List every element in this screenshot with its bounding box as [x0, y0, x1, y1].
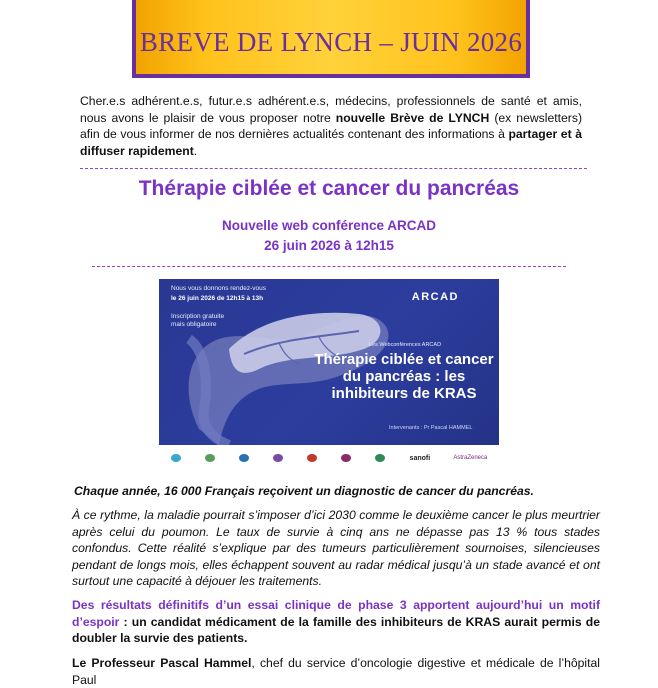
- statistic-sentence: Chaque année, 16 000 Français reçoivent un diagnostic de cancer du pancréas.: [74, 484, 534, 498]
- article-title: Thérapie ciblée et cancer du pancréas: [138, 177, 520, 200]
- banner-title: BREVE DE LYNCH – JUIN 2026: [139, 26, 523, 57]
- intro-bold-2: partager et à diffuser rapidement: [80, 127, 582, 158]
- intro-text-2: (ex newsletters) afin de vous informer de nos dernières actualités contenant des informations à: [80, 110, 583, 141]
- partner-logo-4: [273, 454, 284, 462]
- astrazeneca-logo: AstraZeneca: [453, 455, 488, 461]
- professor-paragraph: [72, 655, 600, 688]
- poster-registration-line: Inscription gratuite: [171, 313, 225, 320]
- poster-date-line: le 26 juin 2026 de 12h15 à 13h: [171, 295, 264, 302]
- context-paragraph: À ce rythme, la maladie pourrait s’imposer d’ici 2030 comme le deuxième cancer le plus meurtrier après celui du poumon. Le taux de survie à cinq ans ne dépasse pas 13 % tous stades confondus. Cette réalité s’explique par des tumeurs particulièrement sournoises, silencieuses pendant de longs mois, elles échappent souvent au radar médical jusqu’à un stade avancé et ont surtout une capacité à déjouer les traitements.: [72, 508, 600, 588]
- article-subtitle: Nouvelle web conférence ARCAD: [221, 218, 437, 233]
- poster-speaker: Intervenants : Pr Pascal HAMMEL: [389, 425, 473, 431]
- partner-logo-1: [171, 454, 182, 462]
- dotted-divider-bottom: [92, 266, 566, 267]
- partner-logo-5: [307, 454, 318, 462]
- poster-title: Thérapie ciblée et cancer du pancréas : les inhibiteurs de KRAS: [314, 351, 494, 402]
- results-detail: : un candidat médicament de la famille des inhibiteurs de KRAS aurait permis de doubler la survie des patients.: [72, 614, 600, 645]
- arcad-logo: ARCAD: [411, 291, 459, 303]
- poster-invite-line: Nous vous donnons rendez-vous: [171, 285, 267, 292]
- intro-text-1: Cher.e.s adhérent.e.s, futur.e.s adhérent.e.s, médecins, professionnels de santé et amis, nous avons le plaisir de vous proposer notre: [80, 94, 582, 125]
- webconference-poster: [159, 279, 499, 445]
- partner-logo-6: [341, 454, 352, 462]
- newsletter-banner: [132, 0, 530, 78]
- partner-logo-3: [239, 454, 250, 462]
- partner-logos: [159, 450, 499, 466]
- dotted-divider-top: [80, 168, 587, 169]
- intro-paragraph: [80, 93, 582, 159]
- poster-mandatory-line: mais obligatoire: [171, 321, 217, 328]
- sanofi-logo: sanofi: [409, 454, 431, 462]
- intro-bold-1: nouvelle Brève de LYNCH: [335, 110, 490, 125]
- results-paragraph: [72, 597, 600, 647]
- poster-series-label: Les Webconférences ARCAD: [369, 342, 442, 348]
- partner-logo-7: [375, 454, 386, 462]
- professor-name: Le Professeur Pascal Hammel: [72, 656, 252, 670]
- professor-role: , chef du service d’oncologie digestive et médicale de l’hôpital Paul: [72, 656, 600, 687]
- partner-logo-2: [205, 454, 216, 462]
- banner-gold-panel: [136, 0, 526, 74]
- intro-text-3: .: [193, 143, 198, 158]
- results-highlight: Des résultats définitifs d’un essai clinique de phase 3 apportent aujourd’hui un motif d’espoir: [72, 598, 600, 629]
- article-date: 26 juin 2026 à 12h15: [264, 238, 394, 253]
